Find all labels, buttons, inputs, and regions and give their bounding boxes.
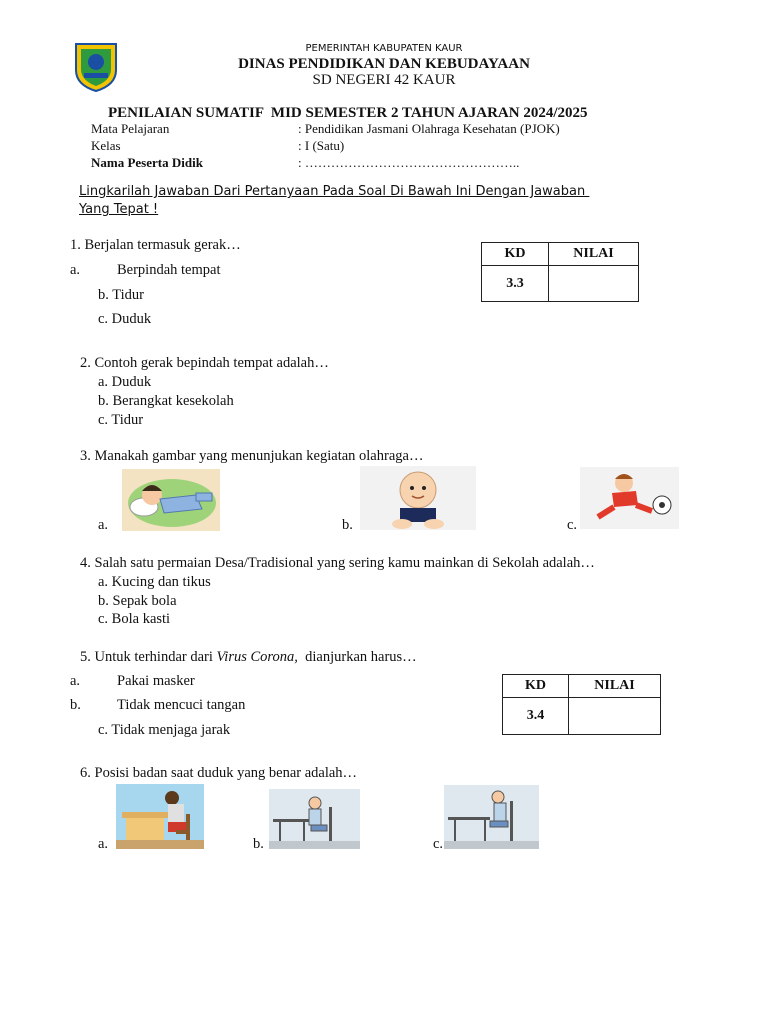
q5-option-b[interactable]: Tidak mencuci tangan [117,697,246,713]
q4-option-a[interactable]: a. Kucing dan tikus [98,574,211,590]
exam-title: PENILAIAN SUMATIF MID SEMESTER 2 TAHUN AJARAN 2024/2025 [108,105,588,121]
q5-option-b-letter: b. [70,697,81,713]
q3-text: 3. Manakah gambar yang menunjukan kegiatan olahraga… [80,448,424,464]
q5-option-c[interactable]: c. Tidak menjaga jarak [98,722,231,738]
q1-option-a-letter: a. [70,262,81,278]
info-label-class: Kelas [91,138,121,153]
q1-option-a[interactable]: Berpindah tempat [117,262,221,278]
desk-posture-a-image[interactable] [116,784,204,849]
sitting-baby-image[interactable] [360,466,476,530]
q6-option-b-letter[interactable]: b. [253,836,264,852]
q5-text [80,649,417,666]
gov-header: PEMERINTAH KABUPATEN KAUR [305,43,463,54]
q5-option-a-letter: a. [70,673,81,689]
q1-option-c[interactable]: c. Duduk [98,311,152,327]
q6-option-a-letter[interactable]: a. [98,836,109,852]
instruction-line-1: Lingkarilah Jawaban Dari Pertanyaan Pada Soal Di Bawah Ini Dengan Jawaban [79,184,590,199]
q2-text: 2. Contoh gerak bepindah tempat adalah… [80,355,329,371]
q4-text: 4. Salah satu permaian Desa/Tradisional yang sering kamu mainkan di Sekolah adalah… [80,555,595,571]
nilai-cell[interactable] [549,266,639,302]
info-label-subject: Mata Pelajaran [91,121,170,136]
info-label-name: Nama Peserta Didik [91,155,203,170]
desk-posture-c-image[interactable] [444,785,539,849]
nilai-header: NILAI [549,243,639,266]
kd-header: KD [503,675,569,698]
desk-posture-b-image[interactable] [269,789,360,849]
q3-option-c-letter[interactable]: c. [567,517,578,533]
sleeping-child-image[interactable] [122,469,220,531]
nilai-cell[interactable] [569,698,661,735]
q5-text-post: dianjurkan harus… [297,649,417,665]
q3-option-b-letter[interactable]: b. [342,517,353,533]
q4-option-c[interactable]: c. Bola kasti [98,611,171,627]
kd-value: 3.3 [482,266,549,302]
q6-option-c-letter[interactable]: c. [433,836,444,852]
info-value-name: : ………………………………………….. [298,155,520,170]
kicking-ball-image[interactable] [580,467,679,529]
dept-header: DINAS PENDIDIKAN DAN KEBUDAYAAN [238,56,530,72]
kd-header: KD [482,243,549,266]
q5-option-a[interactable]: Pakai masker [117,673,195,689]
info-value-class: : I (Satu) [298,138,345,153]
nilai-header: NILAI [569,675,661,698]
kd-table-1 [481,242,639,302]
q2-option-b[interactable]: b. Berangkat kesekolah [98,393,234,409]
q5-text-pre: 5. Untuk terhindar dari [80,649,217,665]
q1-text: 1. Berjalan termasuk gerak… [70,237,241,253]
kd-value: 3.4 [503,698,569,735]
school-header: SD NEGERI 42 KAUR [312,72,456,88]
q1-option-b[interactable]: b. Tidur [98,287,144,303]
q2-option-c[interactable]: c. Tidur [98,412,144,428]
q5-text-italic: Virus Corona, [216,649,298,665]
info-value-subject: : Pendidikan Jasmani Olahraga Kesehatan (PJOK) [298,121,560,136]
q6-text: 6. Posisi badan saat duduk yang benar adalah… [80,765,358,781]
kd-table-2 [502,674,661,735]
q2-option-a[interactable]: a. Duduk [98,374,152,390]
q3-option-a-letter[interactable]: a. [98,517,109,533]
q4-option-b[interactable]: b. Sepak bola [98,593,177,609]
instruction-line-2: Yang Tepat ! [79,202,159,217]
